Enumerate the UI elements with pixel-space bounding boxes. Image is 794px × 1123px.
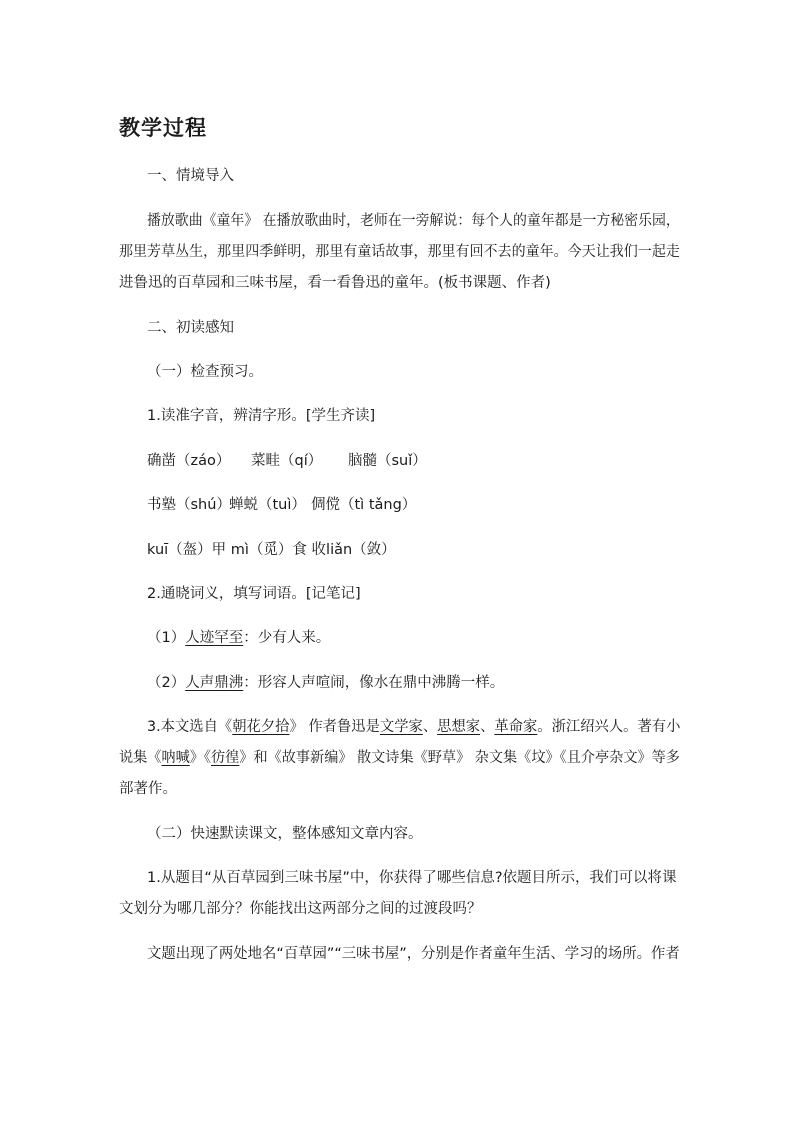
author-role: 思想家	[437, 719, 481, 735]
pinyin-entry: 书塾（shú）	[147, 497, 231, 513]
book-title: 朝花夕拾	[232, 719, 290, 735]
text-segment: 、	[422, 719, 438, 735]
vocab-entry-2	[147, 673, 504, 693]
pinyin-entry: 蝉蜕（tuì）	[229, 497, 306, 513]
text-segment: 3.本文选自《	[147, 719, 233, 735]
vocab-number: （1）	[147, 630, 186, 646]
item-author-line-3: 部著作。	[119, 781, 177, 797]
book-title: 彷徨	[210, 750, 240, 766]
item-author-line-1	[147, 717, 680, 737]
text-segment: 。浙江绍兴人。著有小	[537, 719, 681, 735]
pinyin-entry: 倜傥（tì tǎng）	[311, 497, 417, 513]
book-title: 呐喊	[161, 750, 190, 766]
question-1-line-1: 1.从题目“从百草园到三味书屋”中，你获得了哪些信息?依题目所示，我们可以将课	[147, 870, 677, 886]
pinyin-entry: 菜畦（qí）	[251, 453, 323, 469]
text-segment: 、	[480, 719, 495, 735]
vocab-number: （2）	[147, 675, 186, 691]
vocab-definition: ：形容人声喧闹，像水在鼎中沸腾一样。	[243, 675, 505, 691]
text-segment: 说集《	[119, 750, 162, 766]
subsection-skim-reading: （二）快速默读课文，整体感知文章内容。	[147, 826, 423, 842]
item-vocabulary: 2.通晓词义，填写词语。[记笔记]	[147, 586, 361, 602]
author-role: 文学家	[379, 719, 423, 735]
item-pronunciation: 1.读准字音，辨清字形。[学生齐读]	[147, 408, 376, 424]
section-heading-intro: 一、情境导入	[147, 168, 234, 184]
section-heading-reading: 二、初读感知	[147, 320, 234, 336]
vocab-word: 人声鼎沸	[185, 675, 244, 691]
author-role: 革命家	[494, 719, 538, 735]
item-author-line-2	[119, 748, 680, 768]
vocab-word: 人迹罕至	[185, 630, 244, 646]
text-segment: 》 作者鲁迅是	[289, 719, 380, 735]
question-1-line-2: 文划分为哪几部分？你能找出这两部分之间的过渡段吗？	[119, 901, 482, 917]
text-segment: 》和《故事新编》 散文诗集《野草》 杂文集《坟》《且介亭杂文》等多	[239, 750, 680, 766]
subsection-preview-check: （一）检查预习。	[147, 364, 263, 380]
pinyin-entry: 确凿（záo）	[147, 453, 231, 469]
vocab-entry-1	[147, 628, 330, 648]
pinyin-row-1	[147, 451, 427, 471]
vocab-definition: ：少有人来。	[243, 630, 331, 646]
pinyin-row-3: kuī（盔）甲 mì（觅）食 收liǎn（敛）	[147, 542, 396, 558]
pinyin-entry: 脑髓（suǐ）	[348, 453, 427, 469]
intro-paragraph-line-2: 那里芳草丛生，那里四季鲜明，那里有童话故事，那里有回不去的童年。今天让我们一起走	[119, 244, 680, 260]
pinyin-row-2	[147, 495, 416, 515]
answer-paragraph-line-1: 文题出现了两处地名“百草园”“三味书屋”，分别是作者童年生活、学习的场所。作者	[147, 946, 680, 962]
intro-paragraph-line-1: 播放歌曲《童年》 在播放歌曲时，老师在一旁解说：每个人的童年都是一方秘密乐园，	[147, 213, 680, 229]
text-segment: 》《	[189, 750, 211, 766]
intro-paragraph-line-3: 进鲁迅的百草园和三味书屋，看一看鲁迅的童年。(板书课题、作者)	[119, 275, 551, 291]
page-title: 教学过程	[119, 116, 207, 140]
